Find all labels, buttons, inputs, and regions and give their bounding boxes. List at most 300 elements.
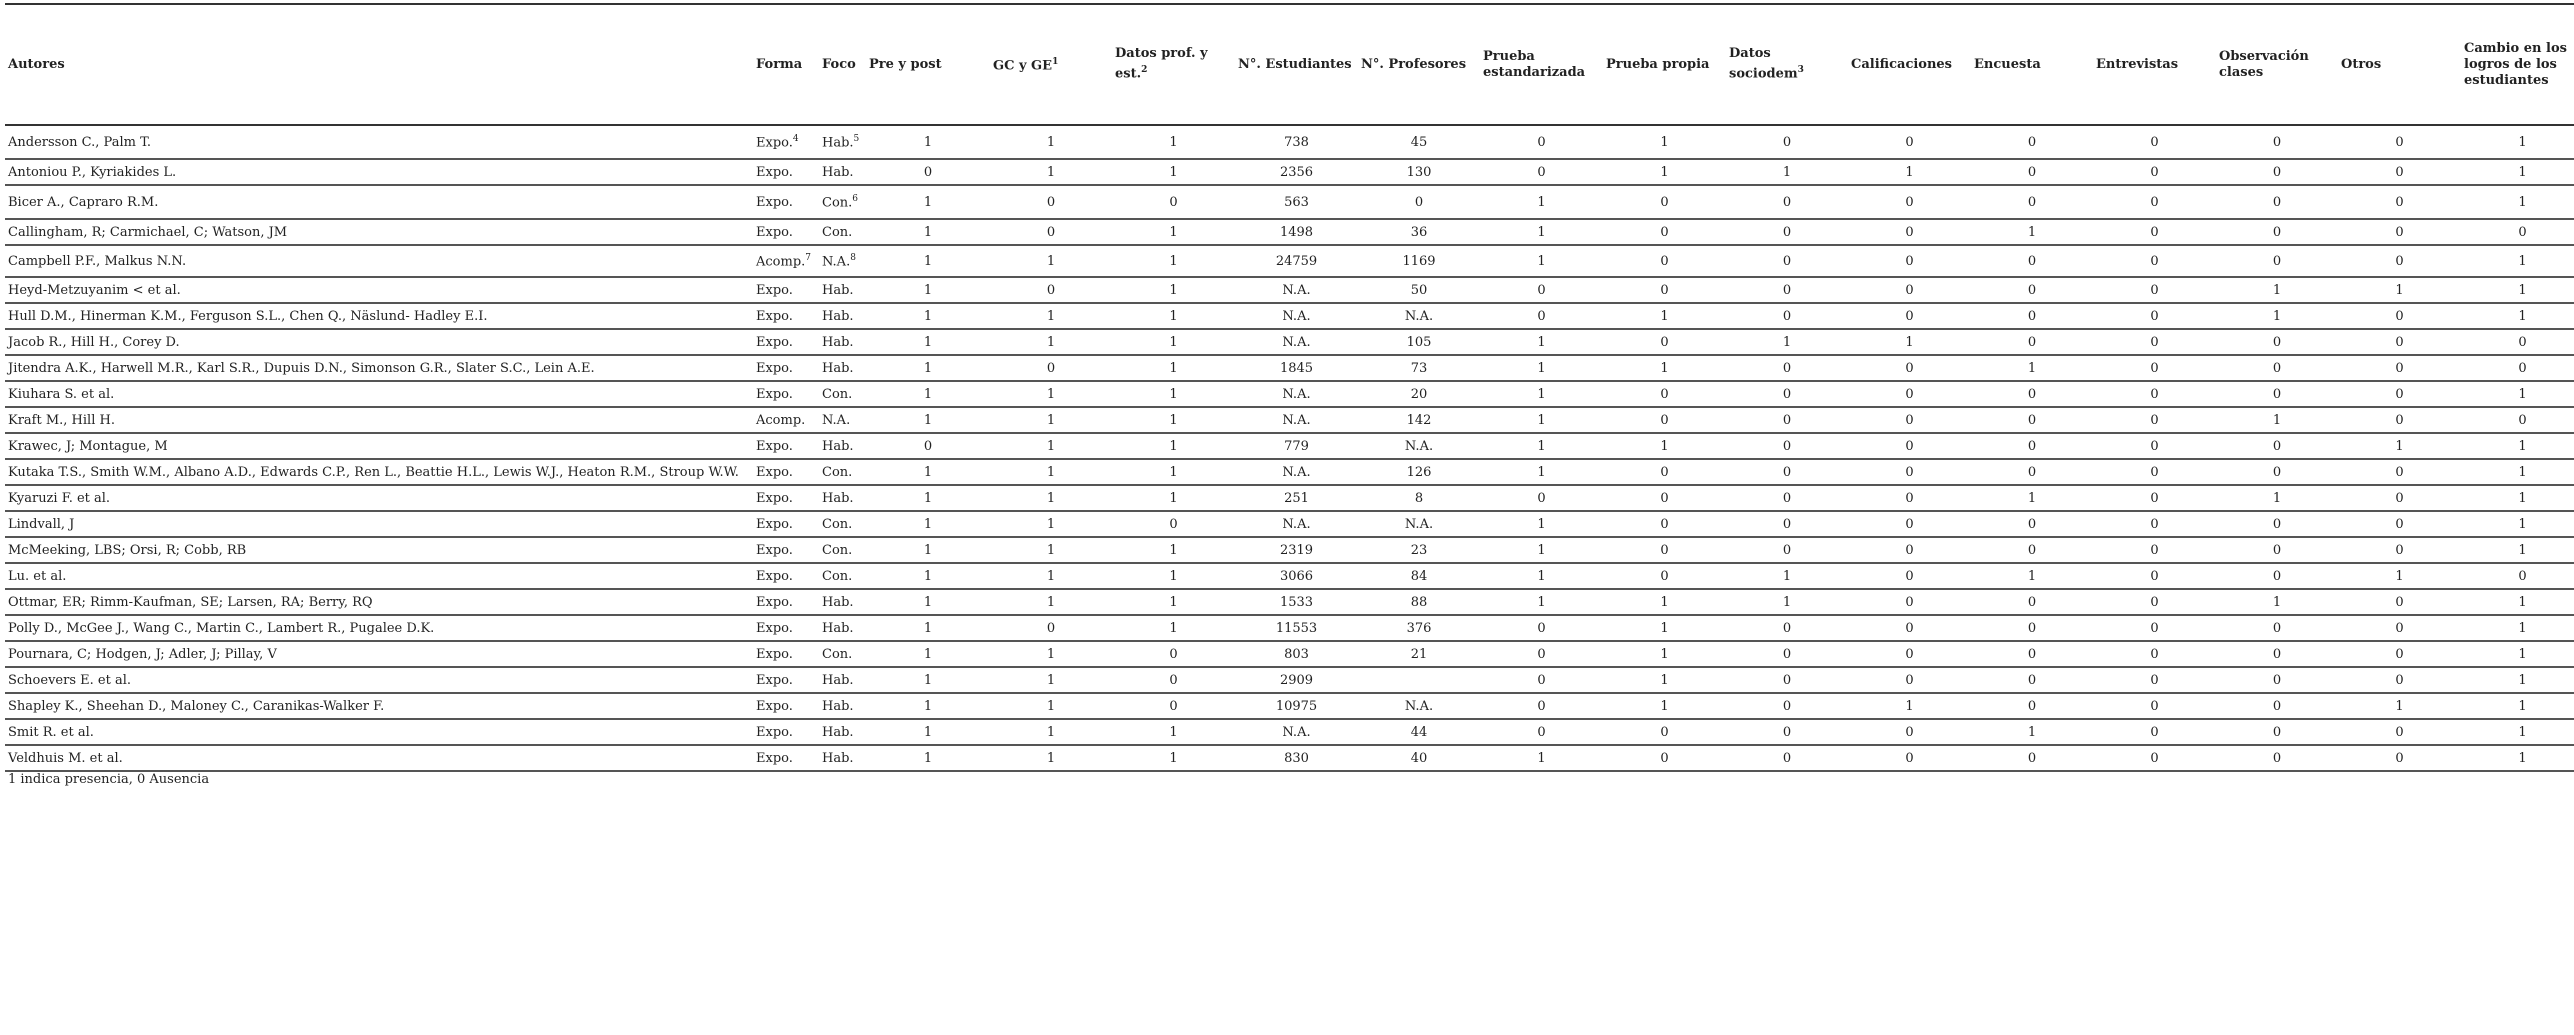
cell-value: 1 <box>1726 589 1848 615</box>
column-header <box>1235 4 1358 125</box>
cell-foco <box>819 219 866 245</box>
cell-value: 0 <box>1971 381 2093 407</box>
cell-value: 0 <box>2216 615 2338 641</box>
cell-value: 1 <box>1726 563 1848 589</box>
cell-value: 0 <box>1848 219 1971 245</box>
cell-autores: Jacob R., Hill H., Corey D. <box>5 329 753 355</box>
table-row <box>5 459 2574 485</box>
column-header <box>2216 4 2338 125</box>
cell-value: 0 <box>1112 667 1235 693</box>
cell-value: 0 <box>1971 407 2093 433</box>
cell-value: 830 <box>1235 745 1358 771</box>
cell-value: 88 <box>1358 589 1480 615</box>
cell-value: 0 <box>1480 615 1603 641</box>
cell-autores: Schoevers E. et al. <box>5 667 753 693</box>
cell-value: 1 <box>866 185 990 219</box>
cell-value: 1 <box>990 303 1112 329</box>
cell-value: 1 <box>866 615 990 641</box>
cell-value: 1 <box>1848 693 1971 719</box>
cell-forma <box>753 485 819 511</box>
cell-value: 1 <box>990 407 1112 433</box>
table-row <box>5 511 2574 537</box>
table-row <box>5 615 2574 641</box>
cell-foco <box>819 329 866 355</box>
cell-value: 0 <box>2216 125 2338 159</box>
cell-value: 0 <box>2216 641 2338 667</box>
table-row <box>5 219 2574 245</box>
cell-value: 1 <box>1480 185 1603 219</box>
cell-value: 0 <box>1726 245 1848 277</box>
cell-forma-text: Expo. <box>756 594 793 610</box>
cell-foco <box>819 693 866 719</box>
cell-value: 0 <box>2461 329 2574 355</box>
cell-value: 0 <box>2338 537 2461 563</box>
cell-value: 0 <box>2216 459 2338 485</box>
cell-value: 0 <box>1848 433 1971 459</box>
column-header <box>753 4 819 125</box>
cell-value: 1 <box>2461 381 2574 407</box>
cell-foco <box>819 641 866 667</box>
cell-value: 0 <box>990 277 1112 303</box>
cell-value: 0 <box>2216 745 2338 771</box>
cell-value: 0 <box>1726 693 1848 719</box>
cell-value: 0 <box>1971 329 2093 355</box>
column-header <box>5 4 753 125</box>
column-header <box>2461 4 2574 125</box>
cell-value: 1 <box>1480 355 1603 381</box>
cell-value: 1 <box>1848 159 1971 185</box>
cell-value: 0 <box>2338 125 2461 159</box>
cell-foco <box>819 185 866 219</box>
cell-foco <box>819 433 866 459</box>
cell-value: 0 <box>1848 589 1971 615</box>
cell-value: 563 <box>1235 185 1358 219</box>
cell-value: 0 <box>1603 537 1726 563</box>
cell-value: 376 <box>1358 615 1480 641</box>
cell-value: 0 <box>1726 667 1848 693</box>
cell-value: 1533 <box>1235 589 1358 615</box>
cell-value: 0 <box>1603 719 1726 745</box>
cell-forma-text: Expo. <box>756 224 793 240</box>
cell-value: 1 <box>2461 537 2574 563</box>
cell-forma-text: Expo. <box>756 282 793 298</box>
cell-value: 1 <box>1603 355 1726 381</box>
cell-value: 2356 <box>1235 159 1358 185</box>
cell-forma <box>753 719 819 745</box>
table-row <box>5 381 2574 407</box>
cell-value: 0 <box>1726 407 1848 433</box>
cell-value: 0 <box>2093 245 2216 277</box>
cell-value: 0 <box>2338 667 2461 693</box>
cell-forma <box>753 159 819 185</box>
cell-value: 1 <box>1603 589 1726 615</box>
cell-forma-text: Expo. <box>756 490 793 506</box>
cell-value: 0 <box>1480 641 1603 667</box>
cell-value: 1 <box>990 667 1112 693</box>
cell-value: 0 <box>1480 125 1603 159</box>
cell-value: 1 <box>2461 693 2574 719</box>
column-header-label: Otros <box>2341 56 2382 72</box>
cell-value: 1 <box>1112 355 1235 381</box>
column-header-label: N°. Estudiantes <box>1238 56 1352 72</box>
cell-value: 0 <box>1726 745 1848 771</box>
table-row <box>5 641 2574 667</box>
cell-value: 0 <box>1112 641 1235 667</box>
cell-foco-text: N.A. <box>822 254 851 270</box>
cell-value: 1 <box>990 589 1112 615</box>
cell-autores: Kyaruzi F. et al. <box>5 485 753 511</box>
cell-value: 1 <box>2338 433 2461 459</box>
table-row <box>5 667 2574 693</box>
cell-value: 0 <box>1603 459 1726 485</box>
column-header <box>1726 4 1848 125</box>
table-row <box>5 745 2574 771</box>
cell-value: 1 <box>1112 615 1235 641</box>
cell-value: 0 <box>2338 719 2461 745</box>
cell-value: 11553 <box>1235 615 1358 641</box>
cell-value: 0 <box>1971 615 2093 641</box>
cell-foco-text: Hab. <box>822 672 854 688</box>
cell-foco <box>819 159 866 185</box>
cell-autores: Campbell P.F., Malkus N.N. <box>5 245 753 277</box>
cell-forma-text: Expo. <box>756 724 793 740</box>
cell-value: 0 <box>2216 693 2338 719</box>
cell-foco-text: Hab. <box>822 282 854 298</box>
cell-value: 1 <box>1603 693 1726 719</box>
cell-value: 73 <box>1358 355 1480 381</box>
cell-value: 0 <box>1848 719 1971 745</box>
cell-forma <box>753 303 819 329</box>
cell-value: 0 <box>2093 381 2216 407</box>
cell-forma <box>753 433 819 459</box>
cell-foco-text: Hab. <box>822 360 854 376</box>
table-row <box>5 719 2574 745</box>
cell-value: 1 <box>1603 159 1726 185</box>
cell-value: 1 <box>866 277 990 303</box>
cell-value: 1 <box>1971 355 2093 381</box>
cell-forma <box>753 667 819 693</box>
cell-autores: Smit R. et al. <box>5 719 753 745</box>
cell-value: 0 <box>1603 485 1726 511</box>
cell-value: 1 <box>866 381 990 407</box>
cell-foco <box>819 667 866 693</box>
cell-value: 0 <box>1726 277 1848 303</box>
cell-value: 1 <box>1480 381 1603 407</box>
cell-value: 40 <box>1358 745 1480 771</box>
cell-value: 1 <box>1480 745 1603 771</box>
cell-value: N.A. <box>1235 303 1358 329</box>
cell-value: 0 <box>1603 407 1726 433</box>
cell-value: 1 <box>1603 433 1726 459</box>
cell-value: 1 <box>2461 159 2574 185</box>
cell-value: 0 <box>866 159 990 185</box>
cell-value: 0 <box>990 355 1112 381</box>
cell-autores: Kraft M., Hill H. <box>5 407 753 433</box>
cell-forma-text: Expo. <box>756 516 793 532</box>
cell-forma <box>753 641 819 667</box>
table-row <box>5 185 2574 219</box>
table-row <box>5 303 2574 329</box>
cell-autores: Veldhuis M. et al. <box>5 745 753 771</box>
table-row <box>5 355 2574 381</box>
cell-value: N.A. <box>1358 433 1480 459</box>
cell-foco-text: Hab. <box>822 308 854 324</box>
cell-forma-text: Acomp. <box>756 254 806 270</box>
cell-value: 1 <box>990 745 1112 771</box>
cell-value: 0 <box>1726 511 1848 537</box>
cell-value: 0 <box>2461 219 2574 245</box>
cell-value: 0 <box>1971 185 2093 219</box>
cell-value: 1 <box>1603 125 1726 159</box>
column-header <box>1480 4 1603 125</box>
cell-value: 1 <box>2338 563 2461 589</box>
cell-foco <box>819 745 866 771</box>
column-header <box>866 4 990 125</box>
cell-value: 1 <box>1480 219 1603 245</box>
cell-value: 1 <box>2461 303 2574 329</box>
cell-value: 0 <box>2216 329 2338 355</box>
cell-value: 0 <box>2093 433 2216 459</box>
cell-value: 1 <box>866 511 990 537</box>
cell-value: 0 <box>1112 693 1235 719</box>
cell-value: 1 <box>990 381 1112 407</box>
footnote-marker: 6 <box>852 193 859 204</box>
cell-foco <box>819 277 866 303</box>
cell-forma-text: Expo. <box>756 672 793 688</box>
cell-value: 1 <box>866 667 990 693</box>
cell-value: 0 <box>2093 667 2216 693</box>
cell-autores: Shapley K., Sheehan D., Maloney C., Caranikas-Walker F. <box>5 693 753 719</box>
cell-value: 1 <box>1112 459 1235 485</box>
column-header-label: Prueba estandarizada <box>1483 48 1586 80</box>
cell-value: 1 <box>1480 537 1603 563</box>
cell-autores: Pournara, C; Hodgen, J; Adler, J; Pillay, V <box>5 641 753 667</box>
cell-forma <box>753 381 819 407</box>
cell-value: 0 <box>2093 185 2216 219</box>
cell-value: 0 <box>2216 245 2338 277</box>
cell-foco-text: Con. <box>822 542 853 558</box>
cell-forma <box>753 615 819 641</box>
cell-value: 0 <box>1848 245 1971 277</box>
column-header-label: Datos prof. y est. <box>1115 46 1208 82</box>
cell-value: 1 <box>990 693 1112 719</box>
cell-value: 738 <box>1235 125 1358 159</box>
cell-value: 0 <box>1848 641 1971 667</box>
cell-value: 1 <box>990 329 1112 355</box>
cell-value: 0 <box>2338 641 2461 667</box>
cell-value: 1 <box>1112 563 1235 589</box>
cell-foco <box>819 381 866 407</box>
cell-value: 1845 <box>1235 355 1358 381</box>
cell-value: 1 <box>1603 667 1726 693</box>
cell-value: 1 <box>1480 563 1603 589</box>
cell-value: 36 <box>1358 219 1480 245</box>
cell-value: 1 <box>2216 589 2338 615</box>
cell-value: 0 <box>2216 667 2338 693</box>
table-footnote: 1 indica presencia, 0 Ausencia <box>8 772 210 787</box>
column-header <box>2093 4 2216 125</box>
cell-foco <box>819 511 866 537</box>
column-header-label: Prueba propia <box>1606 56 1710 72</box>
cell-forma <box>753 277 819 303</box>
column-header <box>1971 4 2093 125</box>
cell-value: N.A. <box>1235 381 1358 407</box>
cell-value: 0 <box>2338 219 2461 245</box>
cell-forma-text: Expo. <box>756 334 793 350</box>
column-header-label: Forma <box>756 56 803 72</box>
cell-value: 1 <box>2461 667 2574 693</box>
cell-value: 1 <box>866 537 990 563</box>
cell-value: 1 <box>1112 159 1235 185</box>
cell-value: 0 <box>1848 381 1971 407</box>
cell-value: 0 <box>1971 459 2093 485</box>
cell-value: 1 <box>2338 693 2461 719</box>
cell-value: 0 <box>2338 745 2461 771</box>
cell-value: 1 <box>2216 407 2338 433</box>
cell-forma-text: Expo. <box>756 698 793 714</box>
column-header <box>1603 4 1726 125</box>
cell-value: 1 <box>1112 245 1235 277</box>
column-header <box>1848 4 1971 125</box>
cell-foco-text: Con. <box>822 386 853 402</box>
cell-value: 0 <box>2093 159 2216 185</box>
cell-value: 0 <box>2338 159 2461 185</box>
cell-value: 0 <box>1971 641 2093 667</box>
cell-value: 1 <box>866 719 990 745</box>
column-header <box>2338 4 2461 125</box>
cell-value: 0 <box>1603 277 1726 303</box>
cell-value: 0 <box>2093 407 2216 433</box>
cell-value: 1 <box>866 563 990 589</box>
cell-foco-text: Hab. <box>822 724 854 740</box>
cell-value: N.A. <box>1235 459 1358 485</box>
cell-value: 1 <box>1971 485 2093 511</box>
cell-value: 0 <box>1726 719 1848 745</box>
footnote-marker: 5 <box>853 133 860 144</box>
cell-value: 0 <box>1603 185 1726 219</box>
cell-value: 1 <box>866 641 990 667</box>
cell-autores: Polly D., McGee J., Wang C., Martin C., Lambert R., Pugalee D.K. <box>5 615 753 641</box>
cell-value: 0 <box>1971 159 2093 185</box>
cell-forma <box>753 185 819 219</box>
cell-value: 0 <box>2216 537 2338 563</box>
cell-value: 0 <box>1726 381 1848 407</box>
cell-foco <box>819 407 866 433</box>
cell-value: 0 <box>2093 615 2216 641</box>
cell-value: 0 <box>2338 185 2461 219</box>
cell-value: 21 <box>1358 641 1480 667</box>
cell-foco <box>819 537 866 563</box>
cell-forma <box>753 693 819 719</box>
cell-forma-text: Expo. <box>756 568 793 584</box>
table-row <box>5 433 2574 459</box>
cell-forma-text: Expo. <box>756 620 793 636</box>
cell-value: 10975 <box>1235 693 1358 719</box>
cell-value: 0 <box>1848 485 1971 511</box>
cell-value: 130 <box>1358 159 1480 185</box>
column-header-label: Observación clases <box>2219 48 2309 80</box>
cell-value: 0 <box>1726 615 1848 641</box>
cell-value: 0 <box>1848 537 1971 563</box>
cell-value: 1 <box>1480 407 1603 433</box>
cell-value: 1 <box>1480 433 1603 459</box>
cell-value: 0 <box>1480 693 1603 719</box>
cell-value: 0 <box>1603 745 1726 771</box>
cell-forma <box>753 589 819 615</box>
cell-foco-text: Hab. <box>822 334 854 350</box>
cell-foco-text: Con. <box>822 516 853 532</box>
cell-value <box>1358 667 1480 693</box>
cell-autores: Kiuhara S. et al. <box>5 381 753 407</box>
cell-value: 0 <box>1971 537 2093 563</box>
cell-value: 0 <box>2093 511 2216 537</box>
cell-value: N.A. <box>1235 277 1358 303</box>
cell-value: 23 <box>1358 537 1480 563</box>
cell-value: 0 <box>1848 277 1971 303</box>
cell-value: N.A. <box>1235 407 1358 433</box>
table-row <box>5 277 2574 303</box>
cell-forma <box>753 355 819 381</box>
footnote-marker: 4 <box>792 133 799 144</box>
cell-autores: McMeeking, LBS; Orsi, R; Cobb, RB <box>5 537 753 563</box>
cell-value: 0 <box>1848 745 1971 771</box>
cell-value: 0 <box>2338 589 2461 615</box>
cell-value: 0 <box>1848 355 1971 381</box>
table-row <box>5 245 2574 277</box>
cell-value: 1 <box>2461 125 2574 159</box>
cell-value: 1 <box>1112 433 1235 459</box>
cell-forma <box>753 745 819 771</box>
cell-forma-text: Expo. <box>756 464 793 480</box>
cell-value: 1 <box>1726 329 1848 355</box>
cell-autores: Ottmar, ER; Rimm-Kaufman, SE; Larsen, RA; Berry, RQ <box>5 589 753 615</box>
cell-value: 1 <box>2461 511 2574 537</box>
cell-value: 0 <box>1848 459 1971 485</box>
cell-value: 0 <box>2338 303 2461 329</box>
cell-value: 1 <box>2216 303 2338 329</box>
cell-value: 1 <box>866 459 990 485</box>
cell-value: 2909 <box>1235 667 1358 693</box>
cell-value: N.A. <box>1358 693 1480 719</box>
cell-value: 1 <box>990 537 1112 563</box>
cell-value: 0 <box>990 615 1112 641</box>
cell-autores: Callingham, R; Carmichael, C; Watson, JM <box>5 219 753 245</box>
cell-foco-text: Hab. <box>822 594 854 610</box>
table-row <box>5 563 2574 589</box>
cell-value: 1 <box>1971 219 2093 245</box>
cell-value: 24759 <box>1235 245 1358 277</box>
cell-value: 1 <box>2461 245 2574 277</box>
cell-value: 0 <box>1726 459 1848 485</box>
cell-value: 142 <box>1358 407 1480 433</box>
column-header-label: N°. Profesores <box>1361 56 1467 72</box>
cell-value: 0 <box>1480 667 1603 693</box>
column-header-label: Calificaciones <box>1851 56 1953 72</box>
table-row <box>5 693 2574 719</box>
cell-forma-text: Expo. <box>756 542 793 558</box>
cell-value: 1 <box>1112 485 1235 511</box>
cell-foco <box>819 355 866 381</box>
cell-value: 0 <box>1848 511 1971 537</box>
cell-forma <box>753 511 819 537</box>
cell-value: 1 <box>866 355 990 381</box>
cell-value: 1 <box>1603 303 1726 329</box>
cell-value: 0 <box>1848 667 1971 693</box>
cell-forma-text: Acomp. <box>756 412 806 428</box>
cell-value: 1 <box>866 693 990 719</box>
cell-value: 0 <box>990 185 1112 219</box>
cell-value: 1498 <box>1235 219 1358 245</box>
